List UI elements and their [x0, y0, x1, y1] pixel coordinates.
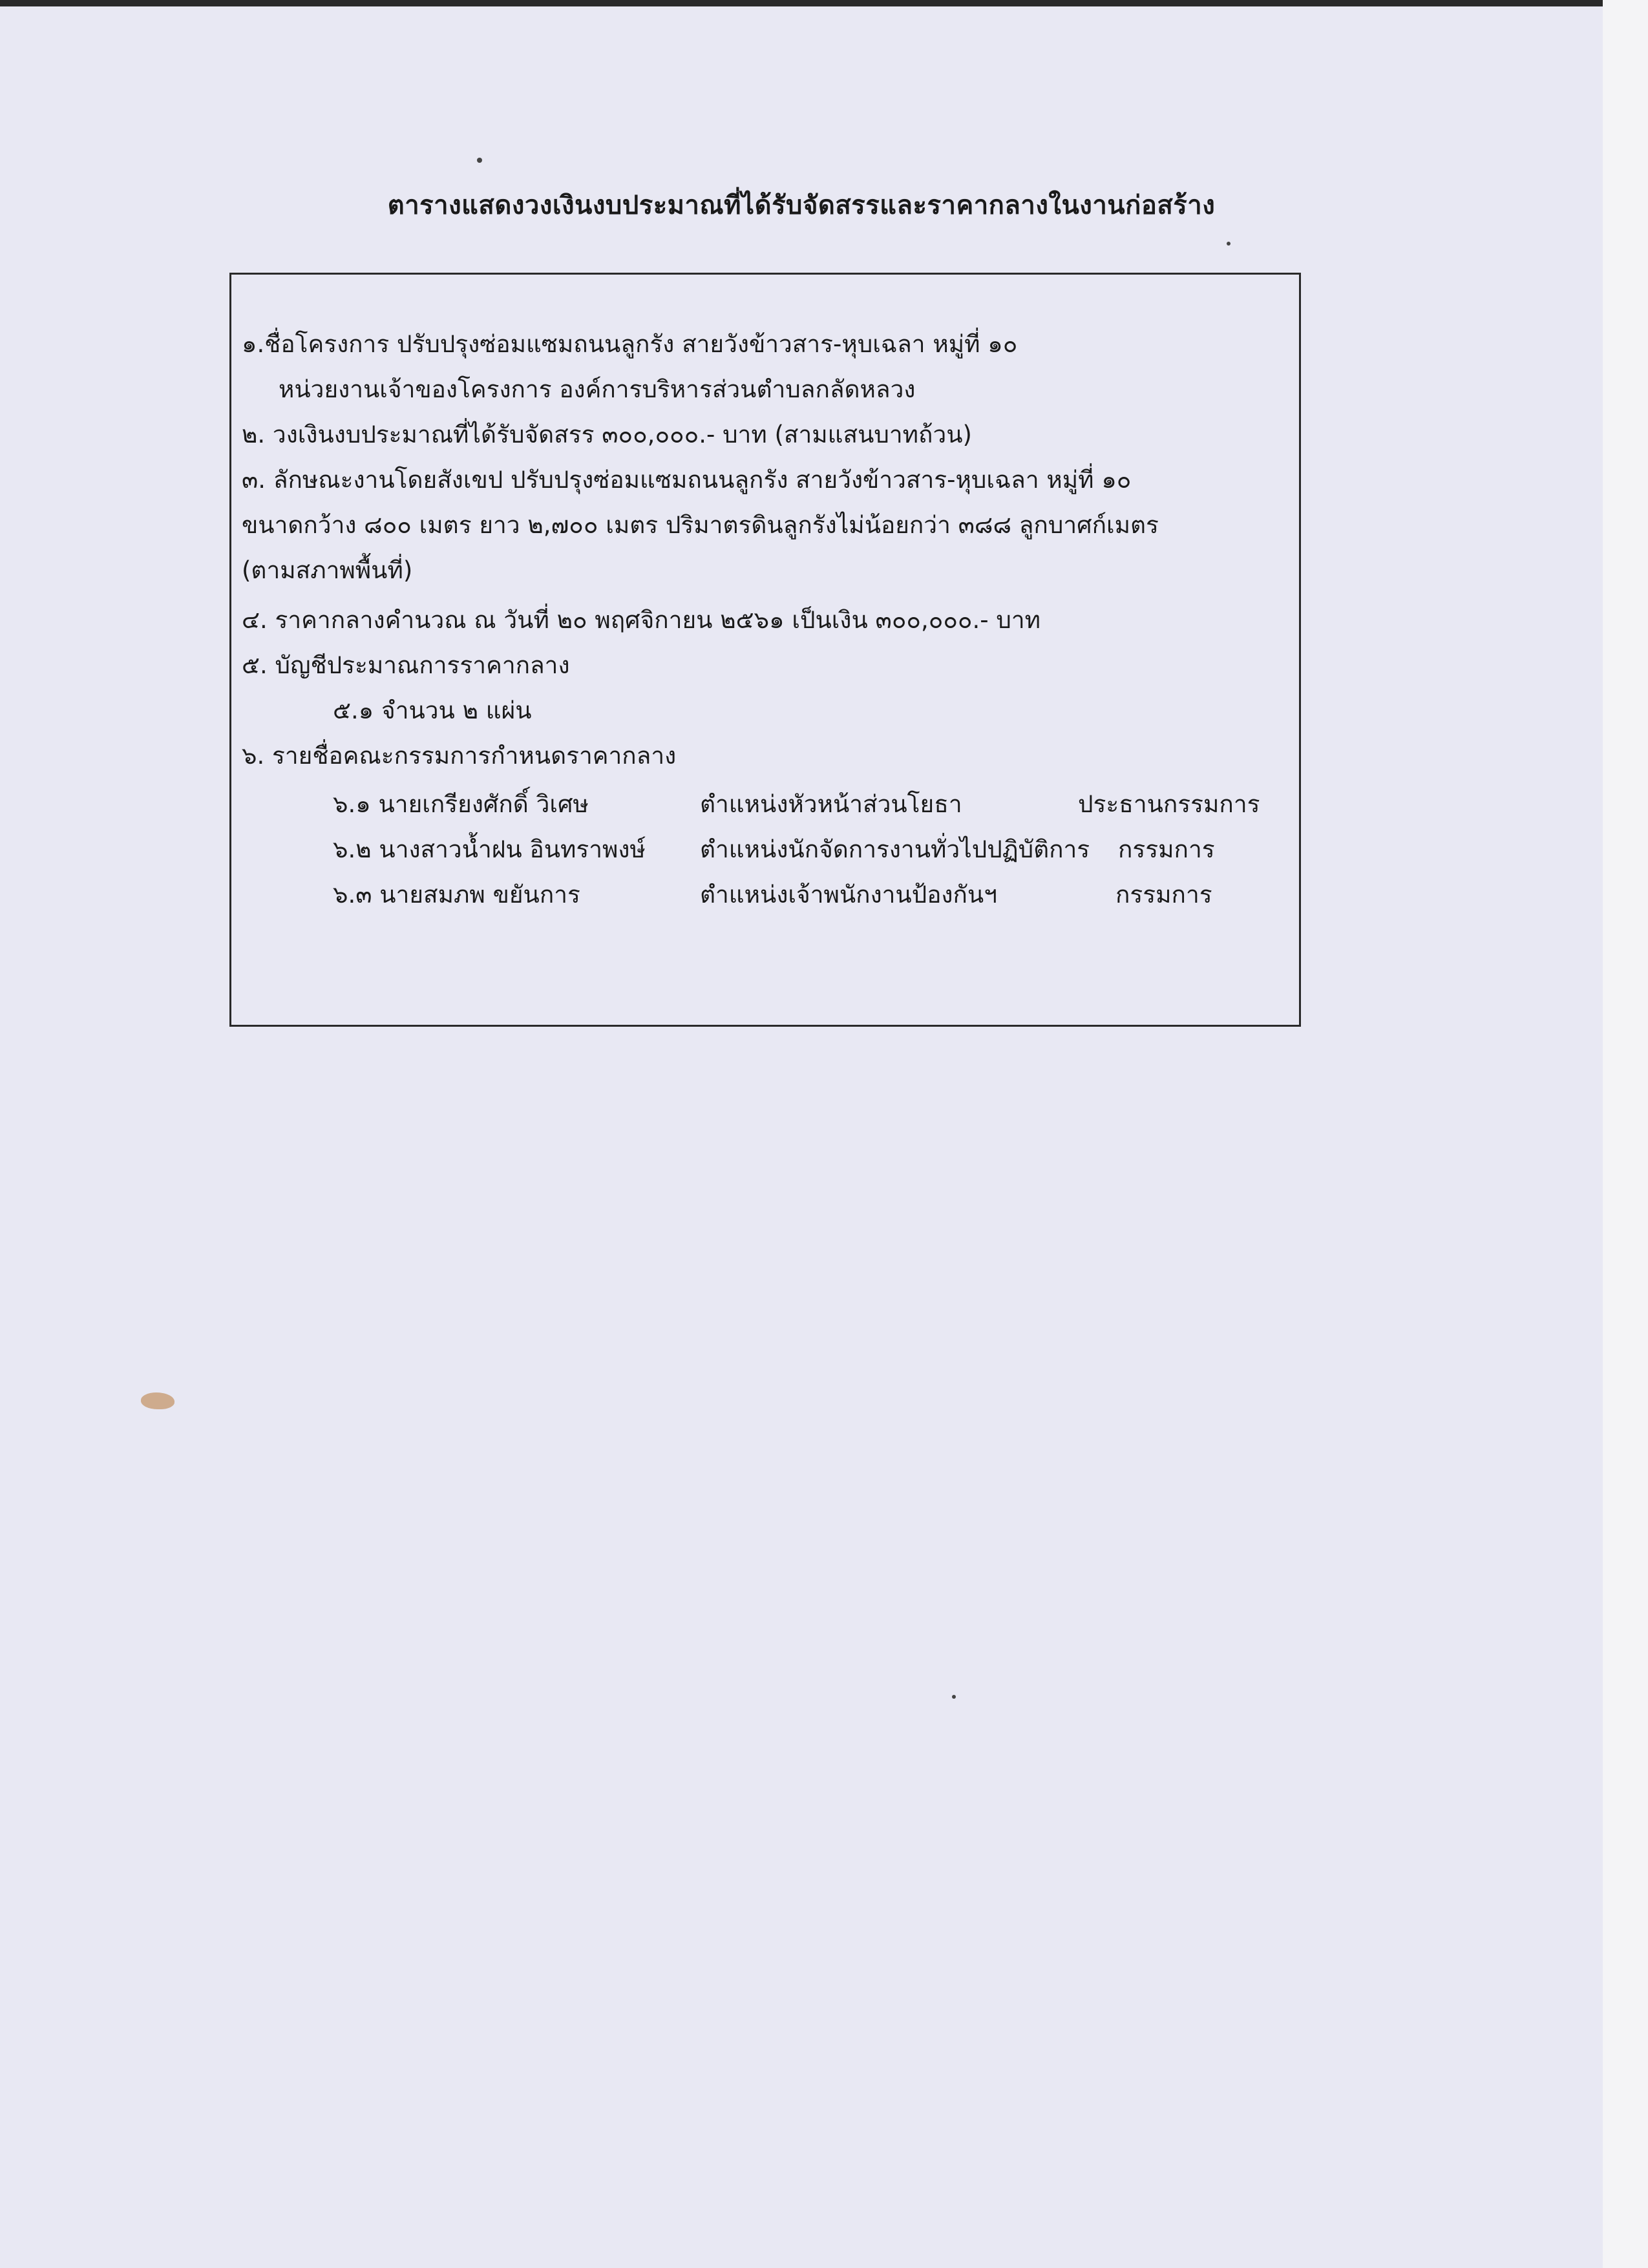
- committee-member-position: ตำแหน่งนักจัดการงานทั่วไปปฏิบัติการ: [700, 835, 1090, 863]
- committee-heading-line: ๖. รายชื่อคณะกรรมการกำหนดราคากลาง: [242, 742, 677, 770]
- committee-member-position: ตำแหน่งหัวหน้าส่วนโยธา: [700, 790, 962, 818]
- committee-member-role: กรรมการ: [1118, 835, 1215, 863]
- paper-stain: [141, 1392, 174, 1409]
- scan-top-edge: [0, 0, 1603, 6]
- committee-member-position: ตำแหน่งเจ้าพนักงานป้องกันฯ: [700, 881, 997, 908]
- paper-speck: [477, 158, 482, 163]
- scan-right-margin: [1603, 0, 1648, 2268]
- median-price-line: ๔. ราคากลางคำนวณ ณ วันที่ ๒๐ พฤศจิกายน ๒๕๖๑ เป็นเงิน ๓๐๐,๐๐๐.- บาท: [242, 606, 1041, 634]
- committee-member-name: ๖.๒ นางสาวน้ำฝน อินทราพงษ์: [333, 835, 646, 863]
- budget-line: ๒. วงเงินงบประมาณที่ได้รับจัดสรร ๓๐๐,๐๐๐.- บาท (สามแสนบาทถ้วน): [242, 421, 972, 448]
- paper-speck: [1227, 242, 1231, 246]
- estimate-list-line: ๕. บัญชีประมาณการราคากลาง: [242, 651, 570, 679]
- work-summary-line: ๓. ลักษณะงานโดยสังเขป ปรับปรุงซ่อมแซมถนนลูกรัง สายวังข้าวสาร-หุบเฉลา หมู่ที่ ๑๐: [242, 466, 1132, 494]
- work-note-line: (ตามสภาพพื้นที่): [242, 556, 413, 584]
- paper-speck: [952, 1695, 956, 1699]
- work-dimensions-line: ขนาดกว้าง ๘๐๐ เมตร ยาว ๒,๗๐๐ เมตร ปริมาตรดินลูกรังไม่น้อยกว่า ๓๘๘ ลูกบาศก์เมตร: [242, 511, 1159, 539]
- estimate-sheets-line: ๕.๑ จำนวน ๒ แผ่น: [333, 697, 532, 724]
- document-title: ตารางแสดงวงเงินงบประมาณที่ได้รับจัดสรรและราคากลางในงานก่อสร้าง: [387, 191, 1216, 220]
- committee-member-role: กรรมการ: [1115, 881, 1212, 908]
- committee-member-role: ประธานกรรมการ: [1078, 790, 1260, 818]
- committee-member-name: ๖.๑ นายเกรียงศักดิ์ วิเศษ: [333, 790, 589, 818]
- owner-agency-line: หน่วยงานเจ้าของโครงการ องค์การบริหารส่วนตำบลกลัดหลวง: [279, 375, 916, 403]
- project-name-line: ๑.ชื่อโครงการ ปรับปรุงซ่อมแซมถนนลูกรัง สายวังข้าวสาร-หุบเฉลา หมู่ที่ ๑๐: [242, 330, 1018, 358]
- committee-member-name: ๖.๓ นายสมภพ ขยันการ: [333, 881, 580, 908]
